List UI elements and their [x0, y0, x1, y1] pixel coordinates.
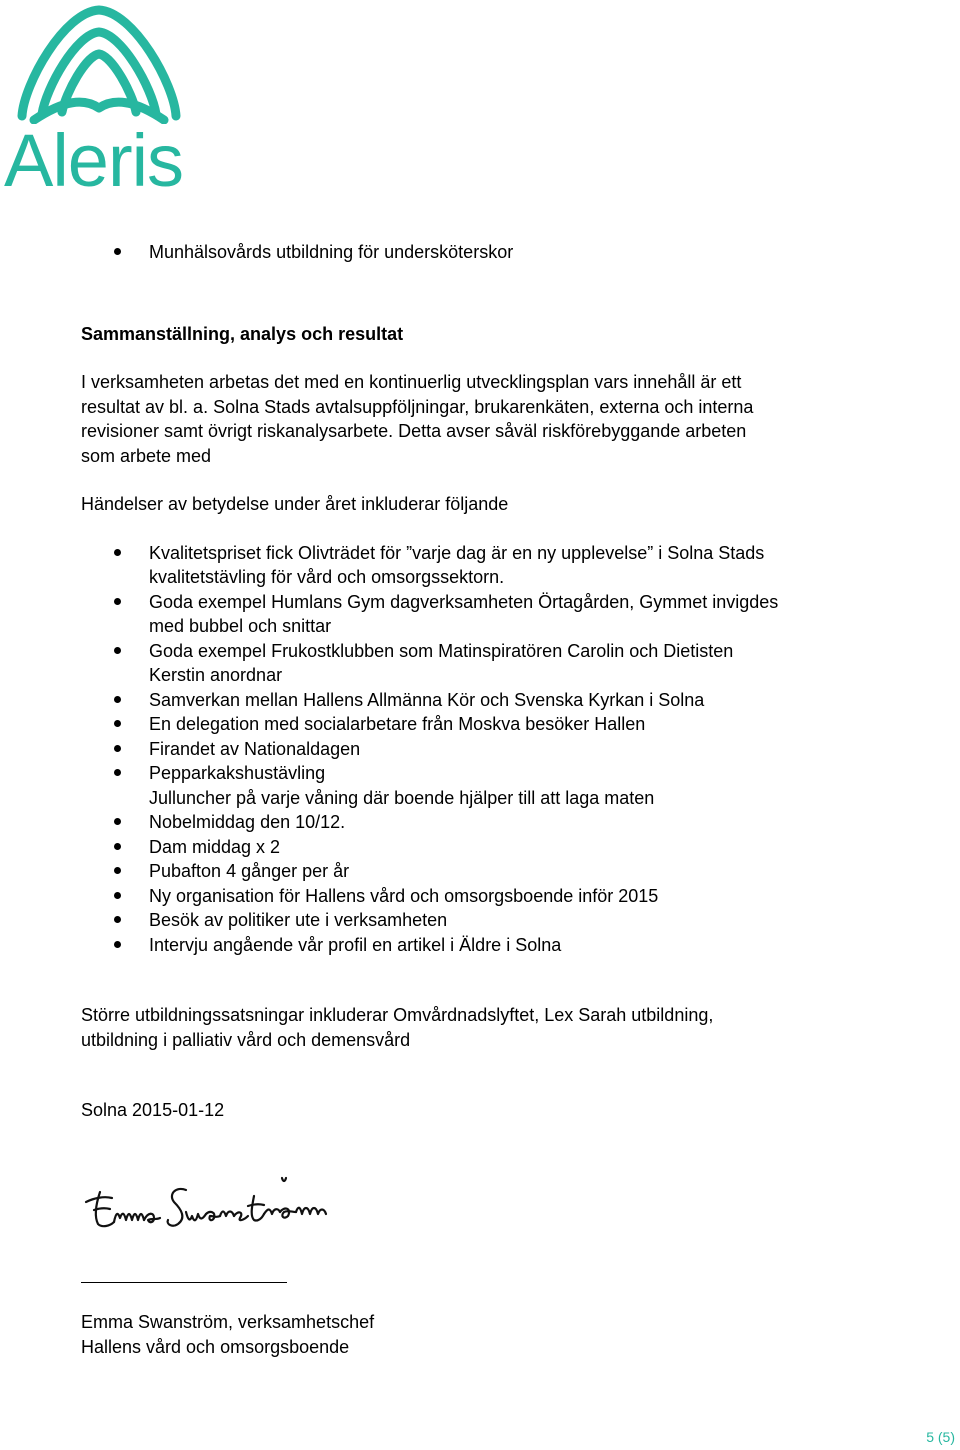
list-item: Intervju angående vår profil en artikel i Äldre i Solna	[81, 933, 881, 958]
paragraph-line: utbildning i palliativ vård och demensvård	[81, 1029, 411, 1050]
signature-line	[81, 1282, 287, 1283]
bullet-icon	[114, 892, 121, 899]
aleris-wordmark: Aleris	[4, 119, 184, 202]
list-item: Nobelmiddag den 10/12.	[81, 810, 881, 835]
education-paragraph	[81, 1003, 881, 1052]
paragraph-line: resultat av bl. a. Solna Stads avtalsuppföljningar, brukarenkäten, externa och interna	[81, 396, 754, 417]
bullet-icon	[114, 696, 121, 703]
bullet-icon	[114, 745, 121, 752]
aleris-emblem-icon	[4, 4, 194, 124]
intro-paragraph	[81, 370, 881, 468]
aleris-logo	[4, 4, 194, 202]
bullet-icon	[114, 248, 121, 255]
bullet-icon	[114, 647, 121, 654]
list-item: Ny organisation för Hallens vård och omsorgsboende inför 2015	[81, 884, 881, 909]
bullet-icon	[114, 843, 121, 850]
list-item: Kvalitetspriset fick Olivträdet för ”varje dag är en ny upplevelse” i Solna Stads kvalitetstävling för vård och omsorgssektorn.	[81, 541, 881, 590]
list-item: Besök av politiker ute i verksamheten	[81, 908, 881, 933]
document-body	[81, 240, 881, 1123]
bullet-icon	[114, 769, 121, 776]
list-item: Goda exempel Frukostklubben som Matinspiratören Carolin och Dietisten Kerstin anordnar	[81, 639, 881, 688]
section-heading: Sammanställning, analys och resultat	[81, 323, 404, 344]
handwritten-signature	[82, 1168, 342, 1238]
list-item: Samverkan mellan Hallens Allmänna Kör och Svenska Kyrkan i Solna	[81, 688, 881, 713]
place-date: Solna 2015-01-12	[81, 1100, 225, 1120]
paragraph-line: revisioner samt övrigt riskanalysarbete. Detta avser såväl riskförebyggande arbeten	[81, 421, 747, 441]
events-list	[81, 541, 881, 958]
signature-icon	[82, 1168, 342, 1238]
list-item: Dam middag x 2	[81, 835, 881, 860]
bullet-icon	[114, 818, 121, 825]
bullet-icon	[114, 598, 121, 605]
bullet-icon	[114, 720, 121, 727]
signer-name-title: Emma Swanström, verksamhetschef	[81, 1312, 375, 1332]
list-item: Firandet av Nationaldagen	[81, 737, 881, 762]
signer-block	[81, 1310, 374, 1359]
bullet-icon	[114, 916, 121, 923]
list-item: Goda exempel Humlans Gym dagverksamheten Örtagården, Gymmet invigdes med bubbel och snittar	[81, 590, 881, 639]
list-item: Pepparkakshustävling Julluncher på varje våning där boende hjälper till att laga maten	[81, 761, 881, 810]
bullet-icon	[114, 867, 121, 874]
events-intro: Händelser av betydelse under året inkluderar följande	[81, 494, 509, 514]
list-item: Munhälsovårds utbildning för undersköterskor	[81, 240, 881, 265]
bullet-icon	[114, 941, 121, 948]
top-bullet-list	[81, 240, 881, 265]
paragraph-line: I verksamheten arbetas det med en kontinuerlig utvecklingsplan vars innehåll är ett	[81, 372, 742, 392]
paragraph-line: som arbete med	[81, 445, 212, 466]
signer-organisation: Hallens vård och omsorgsboende	[81, 1336, 350, 1357]
bullet-icon	[114, 549, 121, 556]
paragraph-line: Större utbildningssatsningar inkluderar Omvårdnadslyftet, Lex Sarah utbildning,	[81, 1005, 714, 1025]
page-number: 5 (5)	[926, 1429, 955, 1445]
list-item: En delegation med socialarbetare från Moskva besöker Hallen	[81, 712, 881, 737]
list-item: Pubafton 4 gånger per år	[81, 859, 881, 884]
